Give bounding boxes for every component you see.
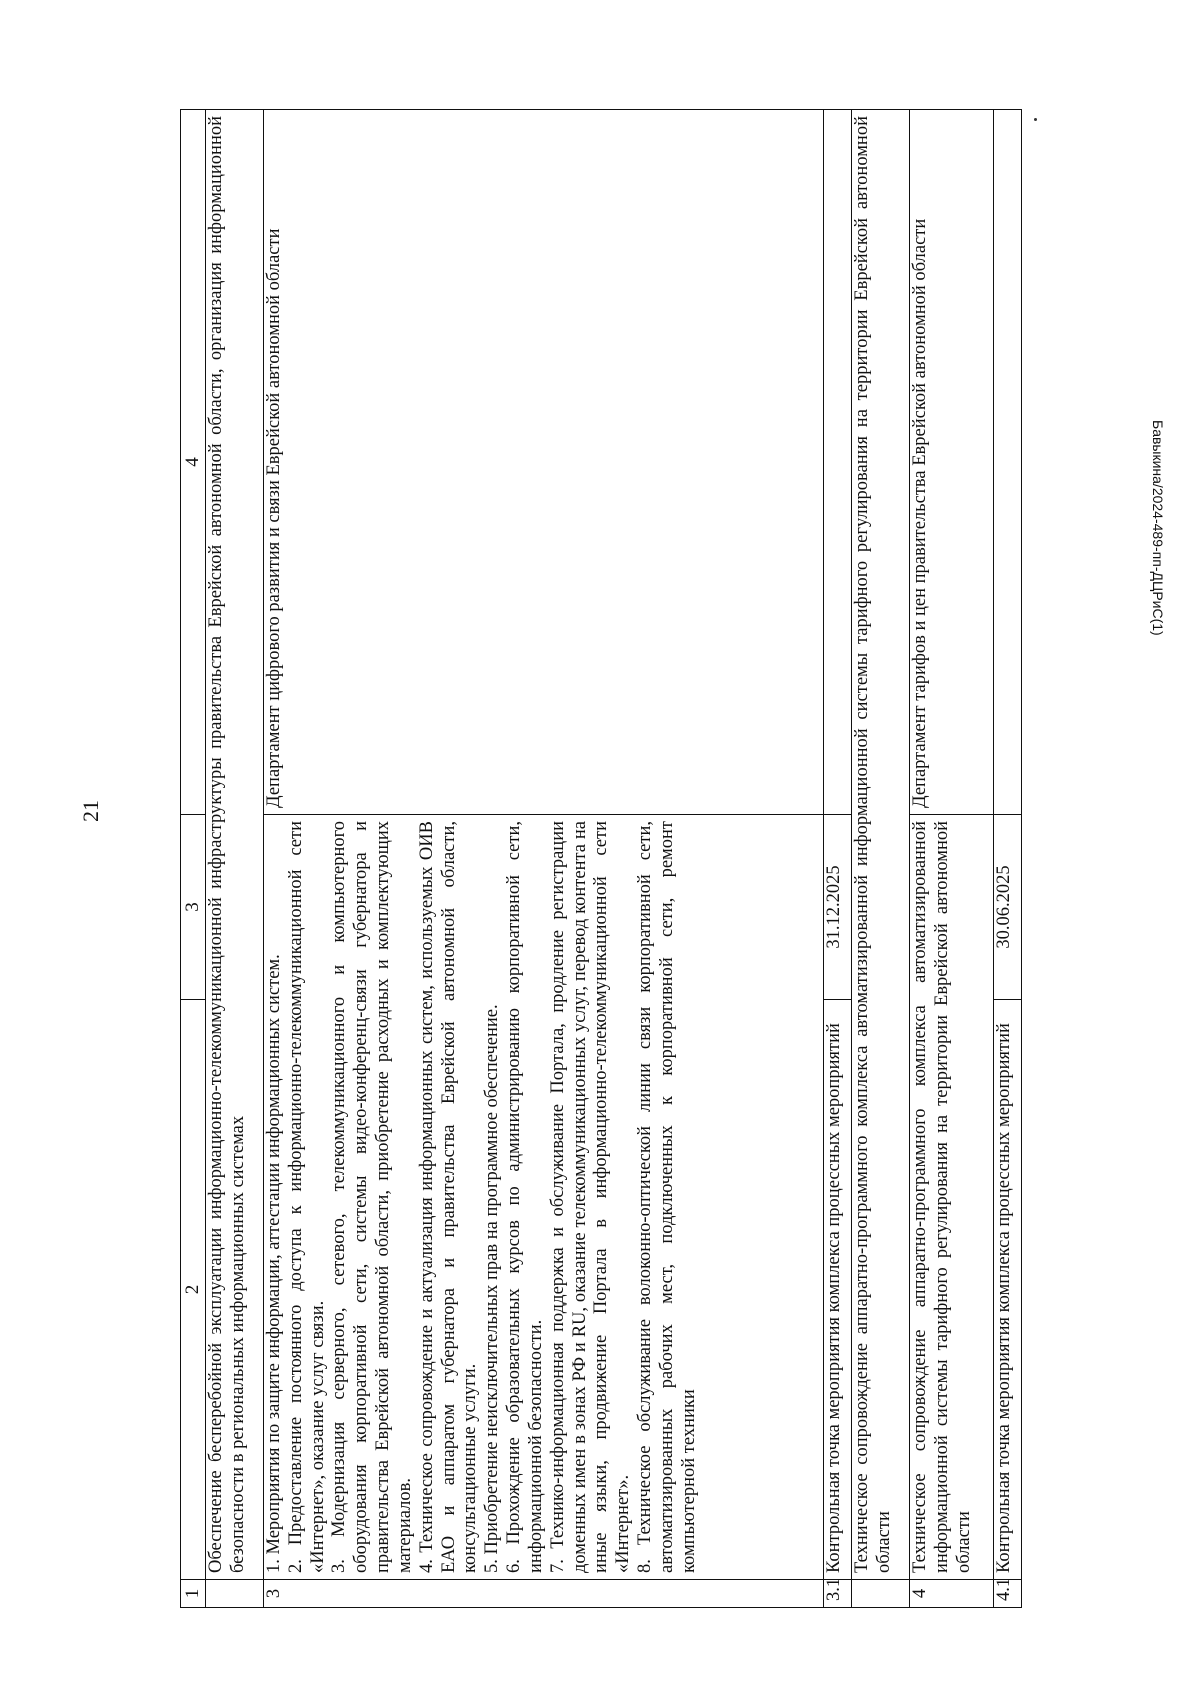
row-4-number: 4	[910, 1580, 994, 1608]
row-4-executor: Департамент тарифов и цен правительства Еврейской автономной области	[910, 110, 994, 815]
row-4-1-date: 30.06.2025	[994, 815, 1022, 1000]
header-col-3: 3	[181, 815, 206, 1000]
header-row	[181, 110, 206, 1608]
page-number: 21	[78, 800, 103, 822]
document-code: Бавыкина/2024-489-пп-ДЦРиС(1)	[1150, 420, 1166, 636]
row-3-1-number: 3.1	[824, 1580, 852, 1608]
row-3-line-8: 8. Техническое обслуживание волоконно-оптической линии связи корпоративной сети, автоматизированных рабочих мест, подключенных к корпоративной сети, ремонт компьютерной техники	[635, 821, 699, 1573]
task-3-title: Техническое сопровождение аппаратно-программного комплекса автоматизированной информационной системы тарифного регулирования на территории Еврейской автономной области	[852, 110, 910, 1580]
row-4-text: Техническое сопровождение аппаратно-программного комплекса автоматизированной информационной системы тарифного регулирования на территории Еврейской автономной области	[910, 815, 994, 1580]
row-3-1-date: 31.12.2025	[824, 815, 852, 1000]
table-row-3	[264, 110, 824, 1608]
task-num-cell	[206, 1580, 264, 1608]
header-col-2: 2	[181, 1000, 206, 1580]
row-3-1-text: Контрольная точка мероприятия комплекса процессных мероприятий	[824, 1000, 852, 1580]
row-3-line-7: 7. Технико-информационная поддержка и обслуживание Портала, продление регистрации доменных имен в зонах РФ и RU, оказание телекоммуникационных услуг, перевод контента на иные языки, продвижение Портала в информационно-телекоммуникационной сети «Интернет».	[547, 821, 634, 1573]
header-col-1: 1	[181, 1580, 206, 1608]
row-3-line-5: 5. Приобретение неисключительных прав на программное обеспечение.	[482, 1004, 503, 1573]
rotated-table-container	[180, 110, 1022, 1608]
table-row-4-1	[994, 110, 1022, 1608]
task-row	[206, 110, 264, 1608]
row-3-line-3: 3. Модернизация серверного, сетевого, телекоммуникационного и компьютерного оборудования корпоративной сети, системы видео-конференц-связи губернатора и правительства Еврейской автономной области, приобретение расходных и комплектующих материалов.	[329, 821, 415, 1573]
table-row-4	[910, 110, 994, 1608]
scan-dot	[1034, 118, 1037, 121]
row-3-1-executor	[824, 110, 852, 815]
table-row-3-1	[824, 110, 852, 1608]
row-3-line-2: 2. Предоставление постоянного доступа к информационно-телекоммуникационной сети «Интернет», оказание услуг связи.	[285, 821, 328, 1573]
task-2-title: Обеспечение бесперебойной эксплуатации информационно-телекоммуникационной инфраструктуры правительства Еврейской автономной области, организация информационной безопасности в региональных информационных системах	[206, 110, 264, 1580]
row-3-number: 3	[264, 1580, 824, 1608]
task-3-num-cell	[852, 1580, 910, 1608]
row-3-measures	[264, 815, 824, 1580]
task-3-row	[852, 110, 910, 1608]
header-col-4: 4	[181, 110, 206, 815]
row-4-1-executor	[994, 110, 1022, 815]
measures-table	[180, 109, 1022, 1608]
row-3-line-4: 4. Техническое сопровождение и актуализация информационных систем, используемых ОИВ ЕАО и аппаратом губернатора и правительства Еврейской автономной области, консультационные услуги.	[416, 821, 481, 1573]
row-3-line-1: 1. Мероприятия по защите информации, аттестации информационных систем.	[264, 954, 284, 1573]
row-4-1-number: 4.1	[994, 1580, 1022, 1608]
row-4-1-text: Контрольная точка мероприятия комплекса процессных мероприятий	[994, 1000, 1022, 1580]
row-3-line-6: 6. Прохождение образовательных курсов по администрированию корпоративной сети, информационной безопасности.	[504, 821, 546, 1573]
row-3-executor: Департамент цифрового развития и связи Еврейской автономной области	[264, 110, 824, 815]
